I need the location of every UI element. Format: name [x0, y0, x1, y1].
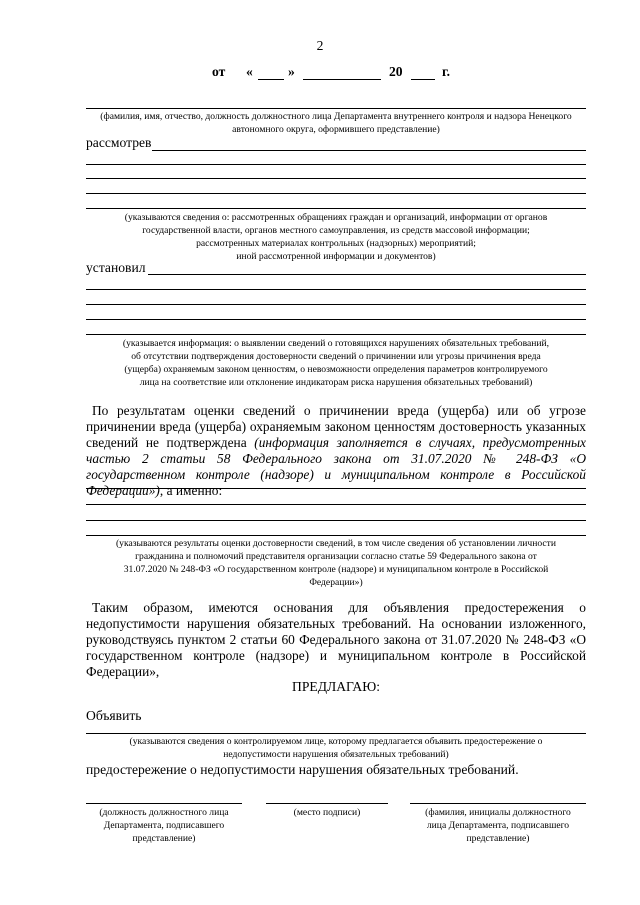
considered-line-5[interactable] [86, 208, 586, 209]
caption-announce-line: (указываются сведения о контролируемом лице, которому предлагается объявить предостережение о [129, 736, 543, 747]
results-line-3[interactable] [86, 520, 586, 521]
signature-place-line[interactable] [266, 803, 388, 804]
caption-considered-line: рассмотренных материалах контрольных (надзорных) мероприятий; [196, 238, 476, 249]
paragraph-grounds: Таким образом, имеются основания для объявления предостережения о недопустимости нарушения обязательных требований. На основании изложенного, руководствуясь пунктом 2 статьи 60 Федерального закона от 31.07.2020 № 248-ФЗ «О государственном контроле (надзоре) и муниципальном контроле в Российской Федерации», [86, 600, 586, 679]
established-label: установил [86, 260, 146, 275]
signature-position-caption [86, 806, 242, 845]
signature-name-caption-line: (фамилия, инициалы должностного [425, 807, 571, 818]
considered-line-4[interactable] [86, 193, 586, 194]
paragraph-results-regular-1: По результатам оценки сведений о причинении вреда (ущерба) или об угрозе причинении вреда (ущерба) охраняемым законом ценностям достоверность указанных сведений не подтверждена [86, 403, 586, 450]
caption-results [86, 537, 586, 589]
caption-considered-line: иной рассмотренной информации и документов) [236, 251, 436, 262]
established-line-3[interactable] [86, 304, 586, 305]
caption-established-line: (ущерба) охраняемым законом ценностям, о невозможности определения параметров контролируемого [124, 364, 548, 375]
considered-line-1[interactable] [152, 150, 586, 151]
date-open-quote: « [246, 64, 253, 79]
date-close-quote: » [288, 64, 295, 79]
considered-label: рассмотрев [86, 135, 152, 150]
signature-position-line[interactable] [86, 803, 242, 804]
caption-established-line: об отсутствии подтверждения достоверности сведений о причинении или угрозы причинения вреда [131, 351, 541, 362]
signature-name-caption-line: представление) [466, 833, 530, 844]
caption-established-line: (указывается информация: о выявлении сведений о готовящихся нарушениях обязательных требований, [122, 338, 550, 349]
established-line-4[interactable] [86, 319, 586, 320]
caption-established-line: лица на соответствие или отклонение индикаторам риска нарушения обязательных требований) [139, 377, 533, 388]
results-line-1[interactable] [86, 488, 586, 489]
warning-text: предостережение о недопустимости нарушения обязательных требований. [86, 762, 519, 777]
signature-name-line[interactable] [410, 803, 586, 804]
caption-announce-line: недопустимости нарушения обязательных требований) [223, 749, 449, 760]
page-number: 2 [316, 38, 324, 53]
caption-results-line: гражданина и полномочий представителя организации согласно статье 59 Федерального закона от [135, 551, 537, 562]
propose-heading: ПРЕДЛАГАЮ: [292, 679, 380, 694]
considered-line-3[interactable] [86, 178, 586, 179]
caption-announce [86, 735, 586, 761]
caption-considered [86, 211, 586, 263]
caption-results-line: Федерации») [309, 577, 363, 588]
results-line-4[interactable] [86, 535, 586, 536]
date-year-blank[interactable] [411, 79, 435, 80]
signature-position-caption-line: представление) [132, 833, 196, 844]
date-from-label: от [212, 64, 226, 79]
signature-name-caption-line: лица Департамента, подписавшего [426, 820, 570, 831]
caption-considered-line: государственной власти, органов местного самоуправления, из средств массовой информации; [142, 225, 530, 236]
date-year-prefix: 20 [389, 64, 403, 79]
official-name-line[interactable] [86, 108, 586, 109]
announce-label: Объявить [86, 708, 142, 723]
established-line-2[interactable] [86, 289, 586, 290]
signature-name-caption [410, 806, 586, 845]
date-month-blank[interactable] [303, 79, 381, 80]
caption-official: (фамилия, имя, отчество, должность должностного лица Департамента внутреннего контроля и надзора Ненецкого автономного округа, оформившего представление) [100, 111, 572, 135]
caption-results-line: (указываются результаты оценки достоверности сведений, в том числе сведения об установлении личности [115, 538, 556, 549]
signature-position-caption-line: Департамента, подписавшего [103, 820, 225, 831]
paragraph-results-italic: (информация заполняется в случаях, предусмотренных частью 2 статьи 58 Федерального закона от 31.07.2020 № 248-ФЗ «О государственном контроле (надзоре) и муниципальном контроле в Российской Федерации») [86, 435, 586, 498]
announce-line[interactable] [86, 733, 586, 734]
paragraph-results-regular-2: , а именно: [159, 483, 223, 498]
caption-considered-line: (указываются сведения о: рассмотренных обращениях граждан и организаций, информации от органов [124, 212, 548, 223]
signature-position-caption-line: (должность должностного лица [99, 807, 229, 818]
date-year-suffix: г. [442, 64, 451, 79]
date-day-blank[interactable] [258, 79, 284, 80]
established-line-5[interactable] [86, 334, 586, 335]
signature-place-caption: (место подписи) [293, 807, 361, 818]
considered-line-2[interactable] [86, 164, 586, 165]
caption-results-line: 31.07.2020 № 248-ФЗ «О государственном контроле (надзоре) и муниципальном контроле в Российской [123, 564, 549, 575]
established-line-1[interactable] [148, 274, 586, 275]
results-line-2[interactable] [86, 504, 586, 505]
paragraph-results [86, 403, 586, 499]
caption-established [86, 337, 586, 389]
